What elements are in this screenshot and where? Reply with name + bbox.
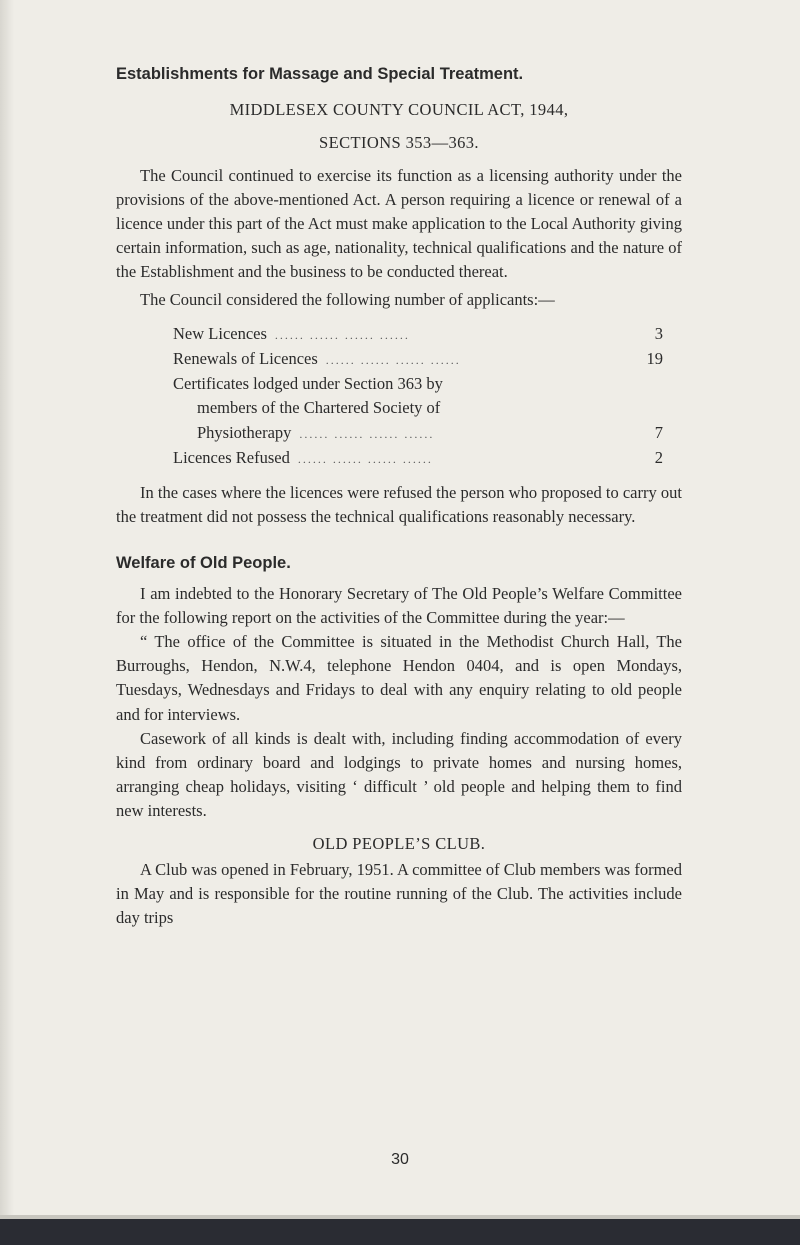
paragraph-indebted: I am indebted to the Honorary Secretary of The Old People’s Welfare Committee for the following report on the activities of the Committee during the year:— <box>116 583 682 627</box>
paragraph-office: “ The office of the Committee is situated in the Methodist Church Hall, The Burroughs, Hendon, N.W.4, telephone Hendon 0404, and is open Mondays, Tuesdays, Wednesdays and Fridays to deal with any enquiry relating to old people and for interviews. <box>116 632 682 724</box>
paragraph-council-function: The Council continued to exercise its function as a licensing authority under the provisions of the above-mentioned Act. A person requiring a licence or renewal of a licence under this part of the Act must make application to the Local Authority giving certain information, such as age, nationality, technical qualifications and the nature of the Establishment and the business to be conducted thereat. <box>116 165 682 282</box>
row-value: 19 <box>646 349 663 369</box>
paragraph-refused-cases: In the cases where the licences were refused the person who proposed to carry out the treatment did not possess the technical qualifications reasonably necessary. <box>116 483 682 527</box>
act-title-line2: SECTIONS 353—363. <box>319 133 479 153</box>
row-value: 3 <box>654 323 663 343</box>
row-value: 2 <box>654 447 663 467</box>
table-row-certificates <box>173 372 663 446</box>
leader-dots: ...... ...... ...... ...... <box>325 353 461 368</box>
scan-bottom-border <box>0 1219 800 1245</box>
document-body <box>116 62 682 931</box>
row-label-line1: Certificates lodged under Section 363 by <box>173 374 443 394</box>
leader-dots: ...... ...... ...... ...... <box>299 426 435 441</box>
act-title-line1: MIDDLESEX COUNTY COUNCIL ACT, 1944, <box>229 100 569 120</box>
row-label: New Licences <box>173 323 267 343</box>
heading-welfare: Welfare of Old People. <box>116 554 291 573</box>
paragraph-club: A Club was opened in February, 1951. A committee of Club members was formed in May and is responsible for the routine running of the Club. The activities include day trips <box>116 859 682 928</box>
table-row-refused <box>173 446 663 471</box>
paragraph-casework: Casework of all kinds is dealt with, including finding accommodation of every kind from ordinary board and lodgings to private homes and nursing homes, arranging cheap holidays, visiting ‘ difficult ’ old people and helping them to find new interests. <box>116 728 682 821</box>
row-label-line3: Physiotherapy <box>197 422 292 442</box>
leader-dots: ...... ...... ...... ...... <box>274 327 410 342</box>
row-value: 7 <box>654 422 663 442</box>
row-label: Licences Refused <box>173 447 290 467</box>
paragraph-applicants-intro: The Council considered the following number of applicants:— <box>140 289 555 309</box>
leader-dots: ...... ...... ...... ...... <box>297 451 433 466</box>
table-row-new-licences <box>173 322 663 347</box>
heading-establishments: Establishments for Massage and Special Treatment. <box>116 65 524 83</box>
applicants-table <box>173 322 663 471</box>
row-label-line2: members of the Chartered Society of <box>197 398 441 418</box>
table-row-renewals <box>173 347 663 372</box>
page-number: 30 <box>391 1151 409 1168</box>
page-left-edge <box>0 0 14 1245</box>
row-label: Renewals of Licences <box>173 349 318 369</box>
club-heading: OLD PEOPLE’S CLUB. <box>312 833 486 853</box>
